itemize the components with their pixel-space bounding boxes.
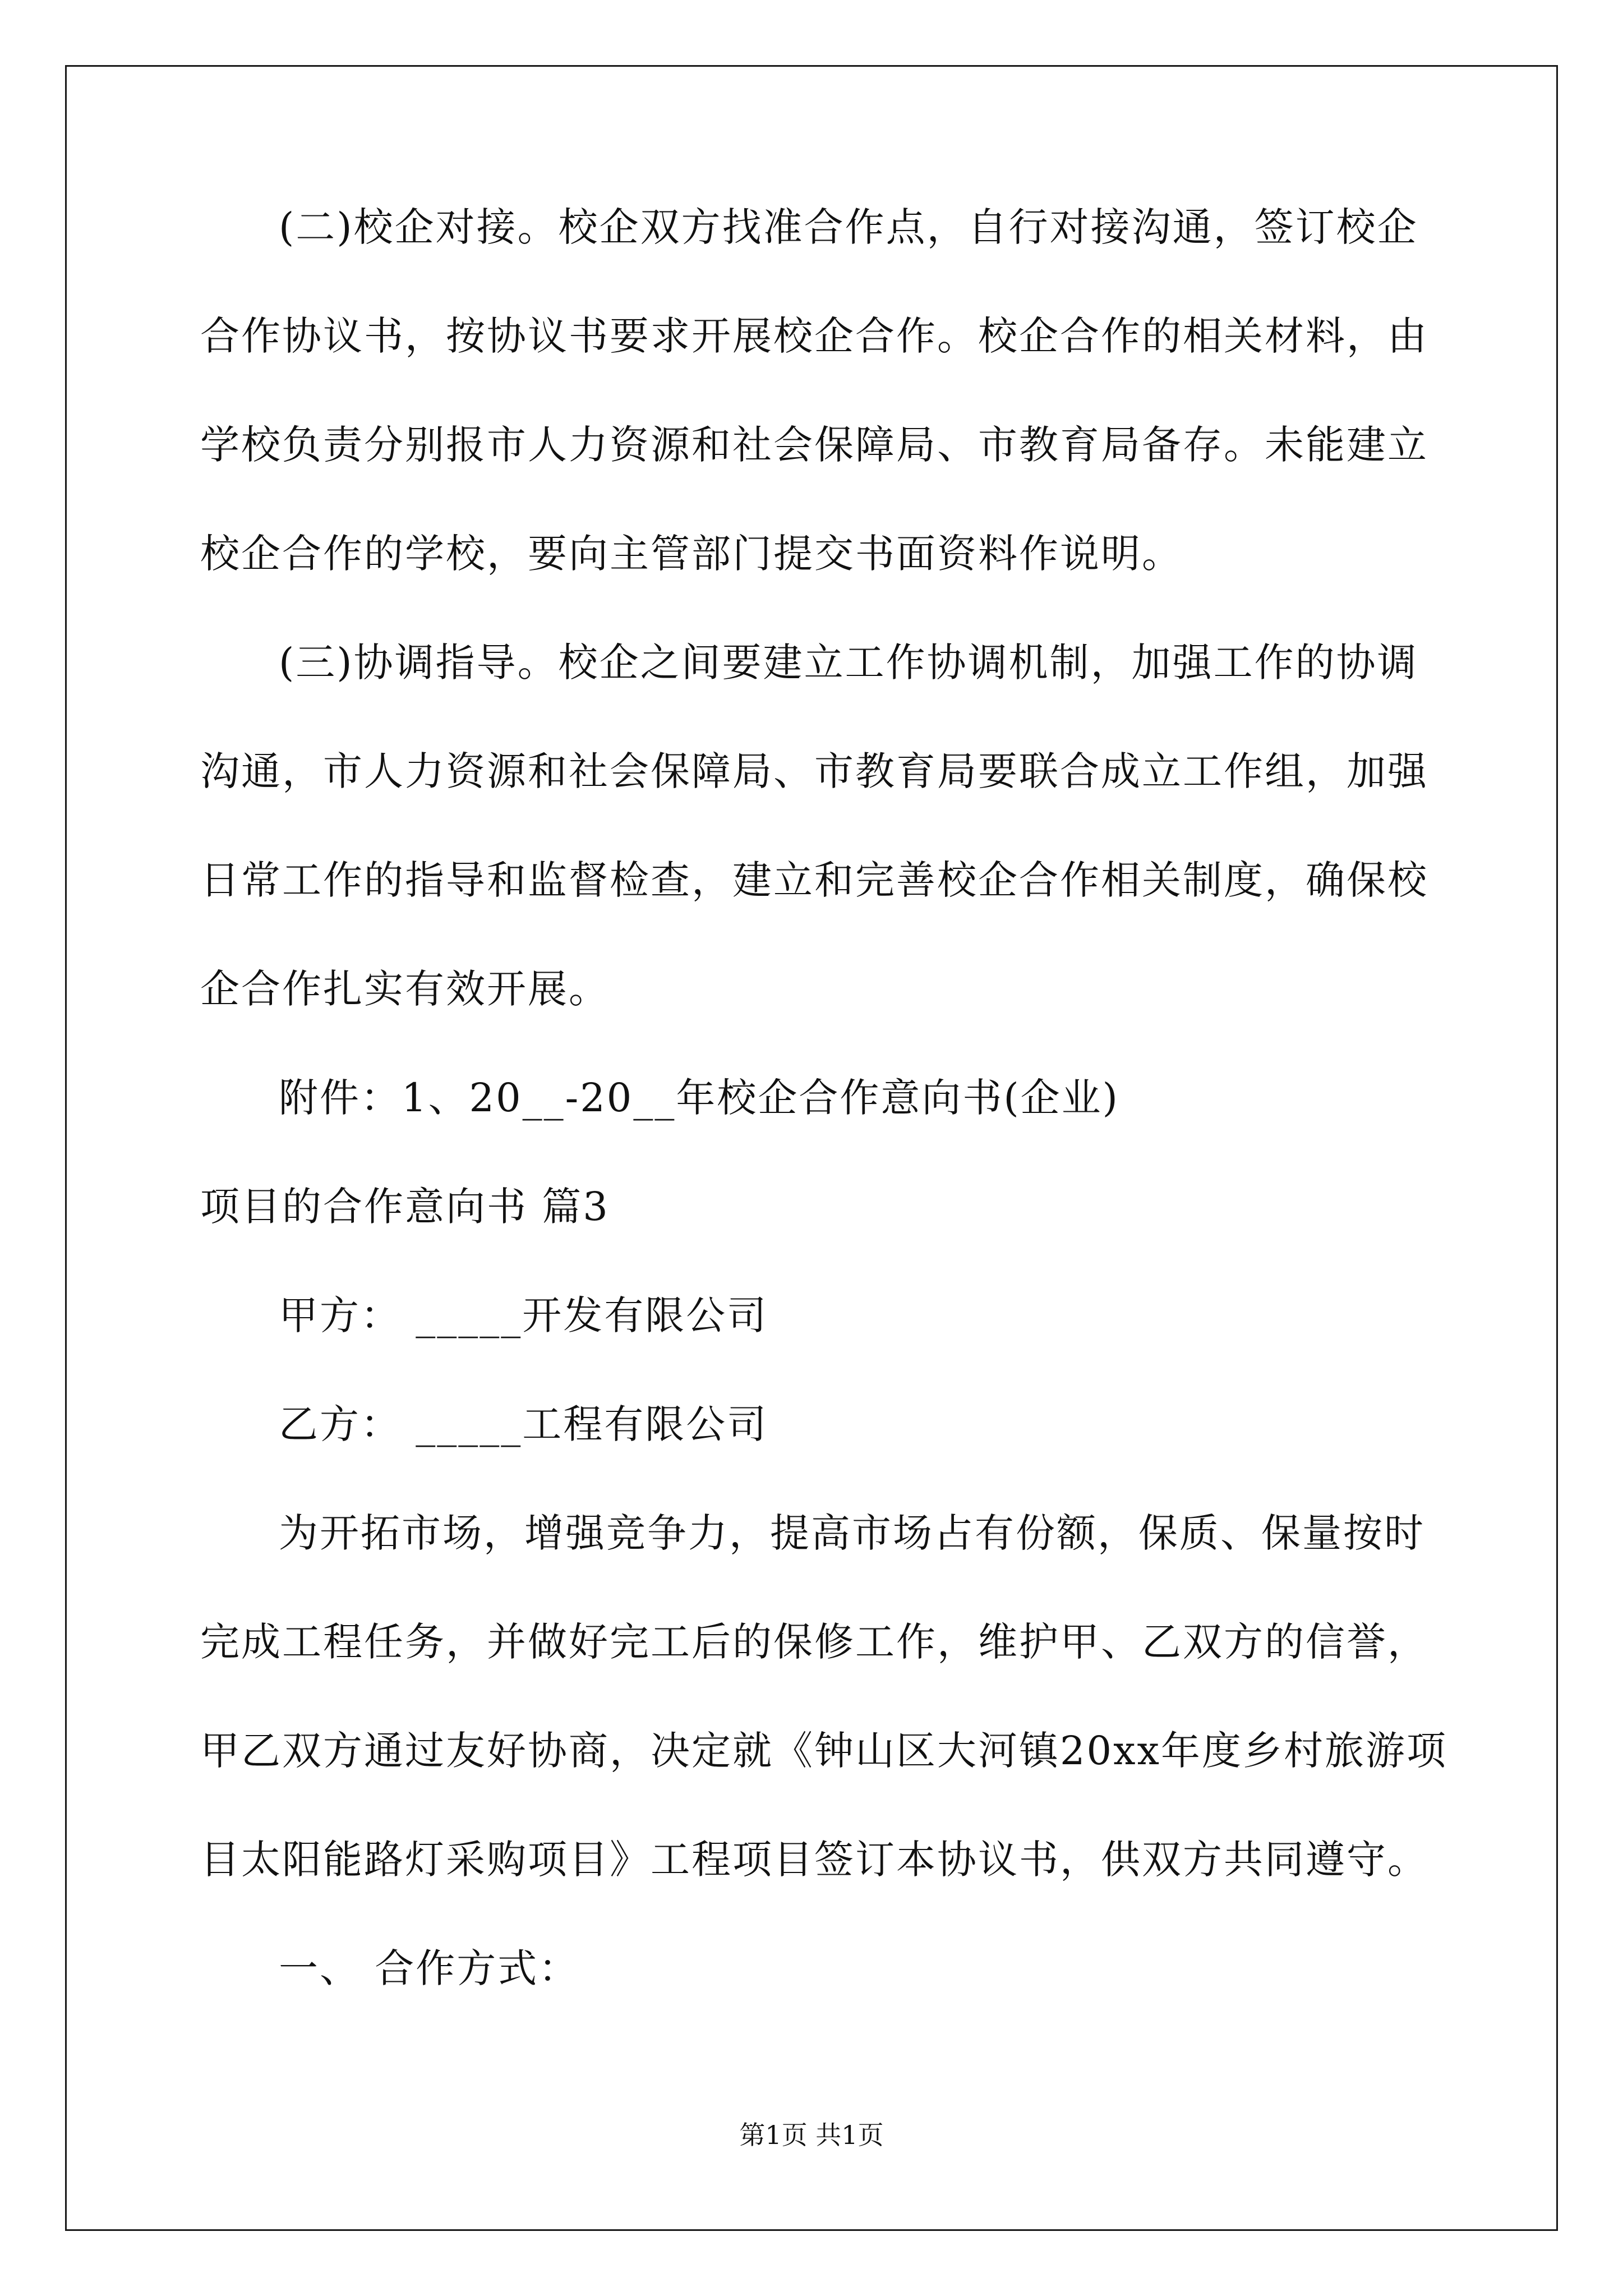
section-heading: 项目的合作意向书 篇3 bbox=[200, 1184, 610, 1230]
paragraph-line: 日常工作的指导和监督检查，建立和完善校企合作相关制度，确保校 bbox=[200, 857, 1428, 903]
page-footer: 第1页 共1页 bbox=[739, 2120, 884, 2150]
paragraph-line: 完成工程任务，并做好完工后的保修工作，维护甲、乙双方的信誉， bbox=[200, 1619, 1428, 1665]
attachment-line: 附件：1、20__-20__年校企合作意向书(企业) bbox=[279, 1075, 1119, 1121]
paragraph-line: 合作协议书，按协议书要求开展校企合作。校企合作的相关材料，由 bbox=[200, 313, 1428, 359]
paragraph-line: 学校负责分别报市人力资源和社会保障局、市教育局备存。未能建立 bbox=[200, 422, 1428, 468]
page-border bbox=[65, 65, 1558, 2231]
clause-heading: 一、 合作方式： bbox=[279, 1945, 580, 1991]
party-a-line: 甲方： _____开发有限公司 bbox=[279, 1292, 768, 1338]
paragraph-line: (三)协调指导。校企之间要建立工作协调机制，加强工作的协调 bbox=[279, 639, 1418, 685]
paragraph-line: 沟通，市人力资源和社会保障局、市教育局要联合成立工作组，加强 bbox=[200, 748, 1428, 794]
paragraph-line: 目太阳能路灯采购项目》工程项目签订本协议书，供双方共同遵守。 bbox=[200, 1837, 1428, 1883]
paragraph-line: (二)校企对接。校企双方找准合作点，自行对接沟通，签订校企 bbox=[279, 204, 1418, 250]
paragraph-line: 校企合作的学校，要向主管部门提交书面资料作说明。 bbox=[200, 531, 1183, 577]
party-b-line: 乙方： _____工程有限公司 bbox=[279, 1401, 768, 1447]
paragraph-line: 企合作扎实有效开展。 bbox=[200, 966, 610, 1012]
paragraph-line: 为开拓市场，增强竞争力，提高市场占有份额，保质、保量按时 bbox=[279, 1510, 1425, 1556]
paragraph-line: 甲乙双方通过友好协商，决定就《钟山区大河镇20xx年度乡村旅游项 bbox=[200, 1728, 1448, 1774]
